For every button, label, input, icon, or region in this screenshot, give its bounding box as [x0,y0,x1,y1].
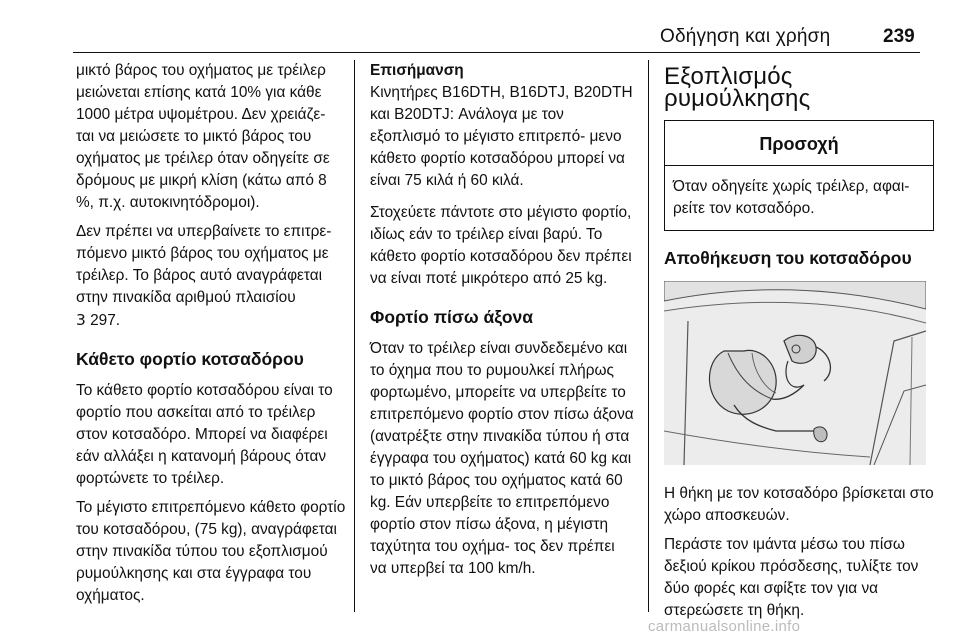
column-3 [664,60,934,629]
paragraph: Η θήκη με τον κοτσαδόρο βρίσκεται στο χώρο αποσκευών. [664,485,934,524]
towbar-storage-illustration [664,281,926,465]
section-heading: Φορτίο πίσω άξονα [370,307,534,327]
column-divider-1 [354,60,355,612]
header-title: Οδήγηση και χρήση [660,26,831,47]
caution-box [664,120,934,231]
column-1 [76,60,346,614]
paragraph-text: Δεν πρέπει να υπερβαίνετε το επιτρε‐ πόμενο μικτό βάρος του οχήματος με τρέιλερ. Το βάρος αυτό αναγράφεται στην πινακίδα αριθμού πλαισίου [76,223,332,306]
column-2 [370,60,635,587]
paragraph: Στοχεύετε πάντοτε στο μέγιστο φορτίο, ιδίως εάν το τρέιλερ είναι βαρύ. Το κάθετο φορτίο κοτσαδόρου δεν πρέπει να είναι ποτέ μικρότερο από 25 kg. [370,204,632,287]
section-heading: Αποθήκευση του κοτσαδόρου [664,248,912,268]
cross-reference-icon: 3 [76,311,86,329]
paragraph: Όταν το τρέιλερ είναι συνδεδεμένο και το όχημα που το ρυμουλκεί πλήρως φορτωμένο, μπορείτε να υπερβείτε το επιτρεπόμενο φορτίο στον πίσω άξονα (ανατρέξτε στην πινακίδα τύπου ή στα έγγραφα του οχήματος) κατά 60 kg και το μικτό βάρος του οχήματος κατά 60 kg. Εάν υπερβείτε το επιτρεπόμενο φορτίο στον πίσω άξονα, η μέγιστη ταχύτητα του οχήμα‐ τος δεν πρέπει να υπερβεί τα 100 km/h. [370,340,634,577]
caution-body: Όταν οδηγείτε χωρίς τρέιλερ, αφαι‐ ρείτε τον κοτσαδόρο. [673,178,910,217]
section-heading: Κάθετο φορτίο κοτσαδόρου [76,349,304,369]
watermark: carmanualsonline.info [648,618,801,635]
paragraph: Το κάθετο φορτίο κοτσαδόρου είναι το φορτίο που ασκείται από το τρέιλερ στον κοτσαδόρο. Μπορεί να διαφέρει εάν αλλάξει η κατανομή βάρους όταν φορτώνετε το τρέιλερ. [76,382,333,487]
page-number: 239 [883,26,915,47]
chapter-heading: Εξοπλισμός ρυμούλκησης [664,63,811,112]
caution-title: Προσοχή [665,121,933,166]
note-body: Κινητήρες B16DTH, B16DTJ, B20DTH και B20DTJ: Ανάλογα με τον εξοπλισμό το μέγιστο επιτρεπό‐ μενο κάθετο φορτίο κοτσαδόρου μπορεί να είναι 75 κιλά ή 60 κιλά. [370,84,633,189]
paragraph: Το μέγιστο επιτρεπόμενο κάθετο φορτίο του κοτσαδόρου, (75 kg), αναγράφεται στην πινακίδα τύπου του εξοπλισμού ρυμούλκησης και στα έγγραφα του οχήματος. [76,499,346,604]
paragraph: μικτό βάρος του οχήματος με τρέιλερ μειώνεται επίσης κατά 10% για κάθε 1000 μέτρα υψομέτρου. Δεν χρειάζε‐ ται να μειώσετε το μικτό βάρος του οχήματος με τρέιλερ όταν οδηγείτε σε δρόμους με μικρή κλίση (κάτω από 8 %, π.χ. αυτοκινητόδρομοι). [76,62,330,211]
cross-reference-link[interactable]: 297. [90,312,121,329]
note-title: Επισήμανση [370,62,464,79]
note-box [370,60,635,192]
column-divider-2 [648,60,649,612]
header-rule [73,52,920,53]
page-header [0,0,960,52]
paragraph [76,221,346,332]
paragraph: Περάστε τον ιμάντα μέσω του πίσω δεξιού κρίκου πρόσδεσης, τυλίξτε τον δύο φορές και σφίξτε τον για να στερεώσετε τη θήκη. [664,536,919,619]
